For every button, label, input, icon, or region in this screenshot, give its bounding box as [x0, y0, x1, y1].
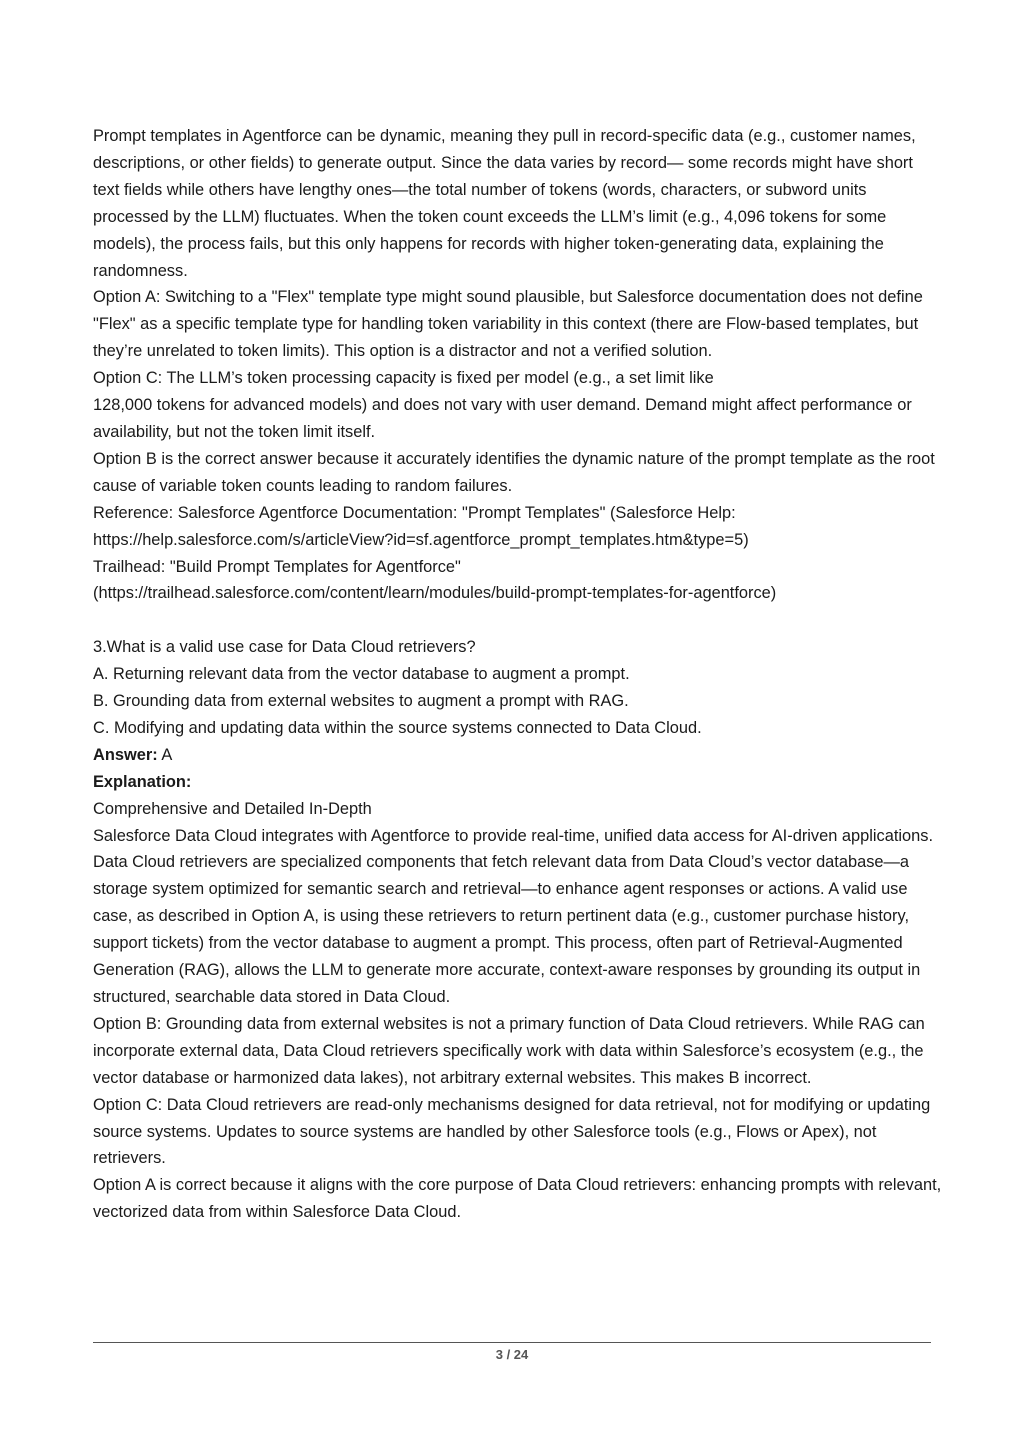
reference-trailhead: Trailhead: "Build Prompt Templates for Agentforce": [93, 557, 461, 576]
document-body: [93, 123, 943, 1226]
reference-url-help: https://help.salesforce.com/s/articleView?id=sf.agentforce_prompt_templates.htm&type=5): [93, 530, 749, 549]
section-gap: [93, 607, 943, 634]
answer-option-a: A. Returning relevant data from the vector database to augment a prompt.: [93, 665, 630, 684]
page-number: 3 / 24: [495, 1347, 529, 1362]
reference-url-trailhead: (https://trailhead.salesforce.com/content/learn/modules/build-prompt-templates-for-agentforce): [93, 584, 777, 603]
paragraph-option-c-line2: 128,000 tokens for advanced models) and does not vary with user demand. Demand might affect performance or availability, but not the token limit itself.: [93, 396, 912, 441]
question-title: 3.What is a valid use case for Data Cloud retrievers?: [93, 638, 476, 657]
paragraph-option-b-correct: Option B is the correct answer because it accurately identifies the dynamic nature of the prompt template as the root cause of variable token counts leading to random failures.: [93, 449, 935, 495]
explanation-label: Explanation:: [93, 772, 192, 791]
answer-option-b: B. Grounding data from external websites to augment a prompt with RAG.: [93, 692, 629, 711]
answer-value: A: [157, 745, 173, 764]
explanation-option-c: Option C: Data Cloud retrievers are read-only mechanisms designed for data retrieval, not for modifying or updating source systems. Updates to source systems are handled by other Salesforce tools (e.g., Flows or Apex), not retrievers.: [93, 1095, 931, 1168]
reference-line: Reference: Salesforce Agentforce Documentation: "Prompt Templates" (Salesforce Help:: [93, 503, 736, 522]
footer-divider: [93, 1342, 931, 1343]
paragraph-option-c-line1: Option C: The LLM’s token processing capacity is fixed per model (e.g., a set limit like: [93, 369, 714, 388]
explanation-intro: Comprehensive and Detailed In-Depth: [93, 799, 372, 818]
paragraph-dynamic-templates: Prompt templates in Agentforce can be dynamic, meaning they pull in record-specific data (e.g., customer names, descriptions, or other fields) to generate output. Since the data varies by record— some records might have short text fields while others have lengthy ones—the total number of tokens (words, characters, or subword units processed by the LLM) fluctuates. When the token count exceeds the LLM’s limit (e.g., 4,096 tokens for some models), the process fails, but this only happens for records with higher token-generating data, explaining the randomness.: [93, 127, 916, 280]
paragraph-option-a-discussion: Option A: Switching to a "Flex" template type might sound plausible, but Salesforce documentation does not define "Flex" as a specific template type for handling token variability in this context (there are Flow-based templates, but they’re unrelated to token limits). This option is a distractor and not a verified solution.: [93, 288, 923, 361]
explanation-data-cloud: Salesforce Data Cloud integrates with Agentforce to provide real-time, unified data access for AI-driven applications. Data Cloud retrievers are specialized components that fetch relevant data from Data Cloud’s vector database—a storage system optimized for semantic search and retrieval—to enhance agent responses or actions. A valid use case, as described in Option A, is using these retrievers to return pertinent data (e.g., customer purchase history, support tickets) from the vector database to augment a prompt. This process, often part of Retrieval-Augmented Generation (RAG), allows the LLM to generate more accurate, context-aware responses by grounding its output in structured, searchable data stored in Data Cloud.: [93, 826, 934, 1006]
answer-option-c: C. Modifying and updating data within the source systems connected to Data Cloud.: [93, 718, 702, 737]
explanation-option-b: Option B: Grounding data from external websites is not a primary function of Data Cloud retrievers. While RAG can incorporate external data, Data Cloud retrievers specifically work with data within Salesforce’s ecosystem (e.g., the vector database or harmonized data lakes), not arbitrary external websites. This makes B incorrect.: [93, 1014, 925, 1087]
answer-line: [93, 742, 943, 769]
answer-label: Answer:: [93, 745, 158, 764]
explanation-option-a-correct: Option A is correct because it aligns with the core purpose of Data Cloud retrievers: enhancing prompts with relevant, vectorized data from within Salesforce Data Cloud.: [93, 1176, 942, 1222]
